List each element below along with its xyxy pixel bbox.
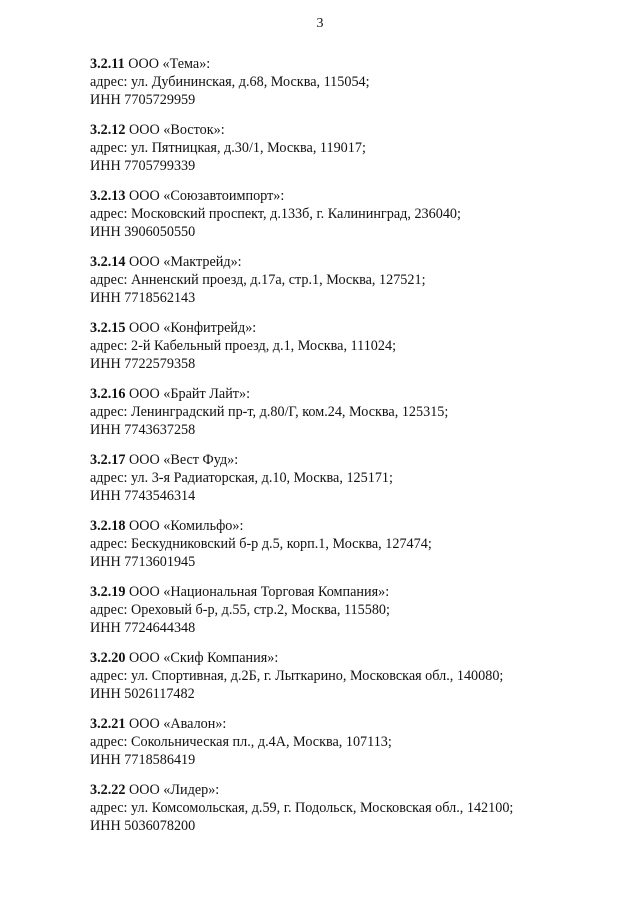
company-address: адрес: ул. Дубининская, д.68, Москва, 115054; bbox=[90, 74, 370, 90]
company-entry bbox=[90, 187, 620, 253]
company-address: адрес: Сокольническая пл., д.4А, Москва, 107113; bbox=[90, 734, 392, 750]
company-address: адрес: Бескудниковский б-р д.5, корп.1, Москва, 127474; bbox=[90, 536, 432, 552]
entry-number: 3.2.13 bbox=[90, 188, 126, 204]
company-address: адрес: Ореховый б-р, д.55, стр.2, Москва, 115580; bbox=[90, 602, 390, 618]
company-entry bbox=[90, 253, 620, 319]
company-entry bbox=[90, 319, 620, 385]
company-entry bbox=[90, 583, 620, 649]
entry-number: 3.2.18 bbox=[90, 518, 126, 534]
company-entry bbox=[90, 715, 620, 781]
entry-number: 3.2.12 bbox=[90, 122, 126, 138]
entry-number: 3.2.14 bbox=[90, 254, 126, 270]
entry-heading bbox=[90, 121, 620, 139]
company-address: адрес: ул. Комсомольская, д.59, г. Подольск, Московская обл., 142100; bbox=[90, 800, 514, 816]
company-address: адрес: 2-й Кабельный проезд, д.1, Москва, 111024; bbox=[90, 338, 397, 354]
company-name: ООО «Восток»: bbox=[129, 122, 225, 138]
company-name: ООО «Лидер»: bbox=[129, 782, 220, 798]
company-name: ООО «Национальная Торговая Компания»: bbox=[129, 584, 390, 600]
entry-heading bbox=[90, 319, 620, 337]
page-number: 3 bbox=[316, 16, 324, 31]
entry-heading bbox=[90, 715, 620, 733]
entry-heading bbox=[90, 55, 620, 73]
entry-heading bbox=[90, 253, 620, 271]
entry-heading bbox=[90, 781, 620, 799]
company-inn: ИНН 7743546314 bbox=[90, 488, 196, 504]
entry-heading bbox=[90, 451, 620, 469]
company-name: ООО «Союзавтоимпорт»: bbox=[129, 188, 285, 204]
company-address: адрес: ул. Спортивная, д.2Б, г. Лыткарино, Московская обл., 140080; bbox=[90, 668, 504, 684]
company-address: адрес: Московский проспект, д.133б, г. Калининград, 236040; bbox=[90, 206, 461, 222]
entry-heading bbox=[90, 649, 620, 667]
entry-number: 3.2.19 bbox=[90, 584, 126, 600]
entry-number: 3.2.21 bbox=[90, 716, 126, 732]
company-address: адрес: ул. 3-я Радиаторская, д.10, Москва, 125171; bbox=[90, 470, 393, 486]
company-name: ООО «Брайт Лайт»: bbox=[129, 386, 251, 402]
entry-number: 3.2.15 bbox=[90, 320, 126, 336]
company-name: ООО «Вест Фуд»: bbox=[129, 452, 239, 468]
company-entry bbox=[90, 451, 620, 517]
company-entry bbox=[90, 649, 620, 715]
entry-heading bbox=[90, 187, 620, 205]
company-name: ООО «Авалон»: bbox=[129, 716, 227, 732]
company-entry bbox=[90, 55, 620, 121]
company-inn: ИНН 7718562143 bbox=[90, 290, 196, 306]
company-entry bbox=[90, 781, 620, 847]
company-inn: ИНН 7724644348 bbox=[90, 620, 196, 636]
company-entry bbox=[90, 121, 620, 187]
company-name: ООО «Скиф Компания»: bbox=[129, 650, 279, 666]
company-inn: ИНН 5036078200 bbox=[90, 818, 196, 834]
entry-heading bbox=[90, 517, 620, 535]
company-inn: ИНН 3906050550 bbox=[90, 224, 196, 240]
company-inn: ИНН 7705729959 bbox=[90, 92, 196, 108]
entry-number: 3.2.16 bbox=[90, 386, 126, 402]
company-address: адрес: Анненский проезд, д.17а, стр.1, Москва, 127521; bbox=[90, 272, 426, 288]
company-inn: ИНН 7705799339 bbox=[90, 158, 196, 174]
company-inn: ИНН 7743637258 bbox=[90, 422, 196, 438]
entry-heading bbox=[90, 385, 620, 403]
company-name: ООО «Тема»: bbox=[128, 56, 211, 72]
company-name: ООО «Комильфо»: bbox=[129, 518, 244, 534]
entry-number: 3.2.22 bbox=[90, 782, 126, 798]
entry-number: 3.2.20 bbox=[90, 650, 126, 666]
company-address: адрес: Ленинградский пр-т, д.80/Г, ком.24, Москва, 125315; bbox=[90, 404, 449, 420]
company-address: адрес: ул. Пятницкая, д.30/1, Москва, 119017; bbox=[90, 140, 366, 156]
company-entry bbox=[90, 517, 620, 583]
company-inn: ИНН 7713601945 bbox=[90, 554, 196, 570]
company-name: ООО «Мактрейд»: bbox=[129, 254, 242, 270]
company-entry bbox=[90, 385, 620, 451]
company-inn: ИНН 7722579358 bbox=[90, 356, 196, 372]
entry-number: 3.2.17 bbox=[90, 452, 126, 468]
company-inn: ИНН 7718586419 bbox=[90, 752, 196, 768]
company-name: ООО «Конфитрейд»: bbox=[129, 320, 257, 336]
company-inn: ИНН 5026117482 bbox=[90, 686, 195, 702]
entry-number: 3.2.11 bbox=[90, 56, 125, 72]
company-list bbox=[90, 55, 620, 847]
entry-heading bbox=[90, 583, 620, 601]
